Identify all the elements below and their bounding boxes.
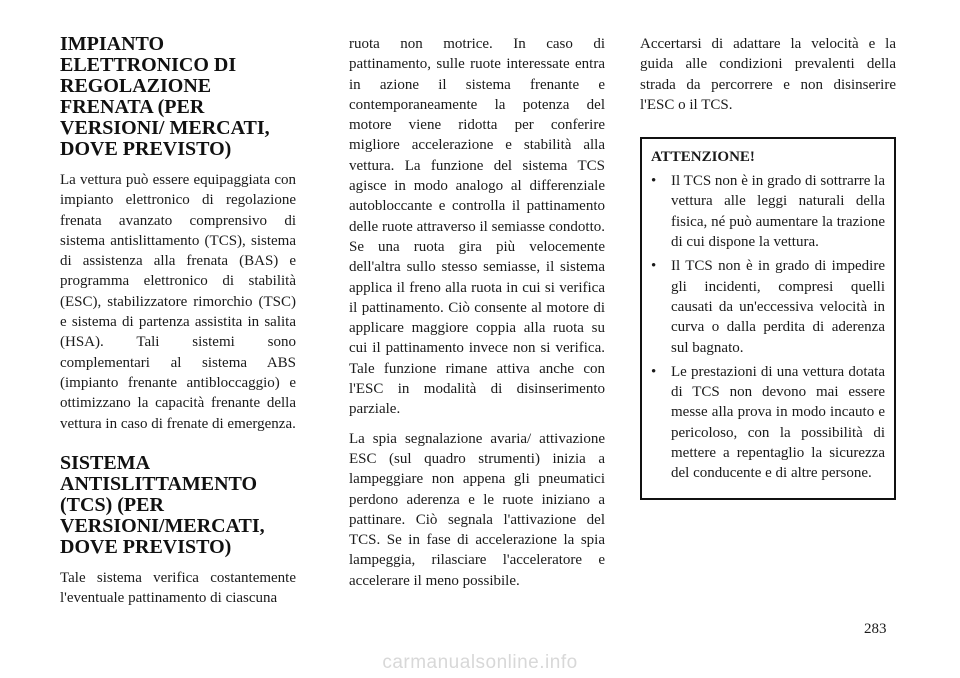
warning-item <box>651 171 885 252</box>
watermark: carmanualsonline.info <box>382 652 578 673</box>
warning-item-text: Il TCS non è in grado di impedire gli incidenti, compresi quelli causati da un'eccessiva velocità in curva o dalla perdita di aderenza sul bagnato. <box>671 258 885 356</box>
tcs-paragraph-part2: ruota non motrice. In caso di pattinamento, sulle ruote interessate entra in azione il sistema frenante e contemporaneamente la potenza del motore viene ridotta per conferire migliore accelerazione e stabilità alla vettura. La funzione del sistema TCS agisce in modo analogo al differenziale autobloccante e controlla il pattinamento delle ruote attraverso il semiasse condotto. Se una ruota gira più velocemente dell'altra sullo stesso semiasse, il sistema applica il freno alla ruota in cui si verifica il pattinamento. Ciò consente al motore di applicare maggiore coppia alla ruota su cui il pattinamento invece non si verifica. Tale funzione rimane attiva anche con l'ESC in modalità di disinserimento parziale. <box>349 36 605 418</box>
warning-item-text: Il TCS non è in grado di sottrarre la vettura alle leggi naturali della fisica, né può aumentare la trazione di cui dispone la vettura. <box>671 173 885 251</box>
column-right <box>640 34 896 500</box>
esc-light-paragraph-part2: Accertarsi di adattare la velocità e la guida alle condizioni prevalenti della strada da percorrere e non disinserire l'ESC o il TCS. <box>640 36 896 113</box>
brake-control-paragraph: La vettura può essere equipaggiata con impianto elettronico di regolazione frenata avanzato comprensivo di sistema antislittamento (TCS), sistema di assistenza alla frenata (BAS) e programma elettronico di stabilità (ESC), stabilizzatore rimorchio (TSC) e sistema di partenza assistita in salita (HSA). Tali sistemi sono complementari al sistema ABS (impianto frenante antibloccaggio) e ottimizzano la capacità frenante della vettura in caso di frenate di emergenza. <box>60 172 296 432</box>
esc-light-paragraph-part1: La spia segnalazione avaria/ attivazione ESC (sul quadro strumenti) inizia a lampeggiare non appena gli pneumatici perdono aderenza e le ruote iniziano a pattinare. Ciò segnala l'attivazione del TCS. Se in fase di accelerazione la spia lampeggia, rilasciare l'acceleratore e accelerare il meno possibile. <box>349 430 605 589</box>
warning-item <box>651 256 885 357</box>
section-title-tcs: SISTEMA ANTISLITTAMENTO (TCS) (PER VERSIONI/MERCATI, DOVE PREVISTO) <box>60 451 265 558</box>
column-middle <box>349 34 605 591</box>
warning-item <box>651 362 885 484</box>
column-left <box>60 34 296 608</box>
page-number: 283 <box>864 621 887 637</box>
warning-title: ATTENZIONE! <box>651 149 755 166</box>
bullet-icon: • <box>651 173 657 190</box>
bullet-icon: • <box>651 363 657 380</box>
bullet-icon: • <box>651 258 657 275</box>
tcs-paragraph-part1: Tale sistema verifica costantemente l'eventuale pattinamento di ciascuna <box>60 569 296 607</box>
warning-box <box>640 137 896 499</box>
section-title-brake-control: IMPIANTO ELETTRONICO DI REGOLAZIONE FRENATA (PER VERSIONI/ MERCATI, DOVE PREVISTO) <box>60 33 270 160</box>
warning-list <box>651 171 885 483</box>
warning-item-text: Le prestazioni di una vettura dotata di TCS non devono mai essere messe alla prova in modo incauto e pericoloso, con la possibilità di mettere a repentaglio la sicurezza del conducente e di altre persone. <box>671 363 885 482</box>
